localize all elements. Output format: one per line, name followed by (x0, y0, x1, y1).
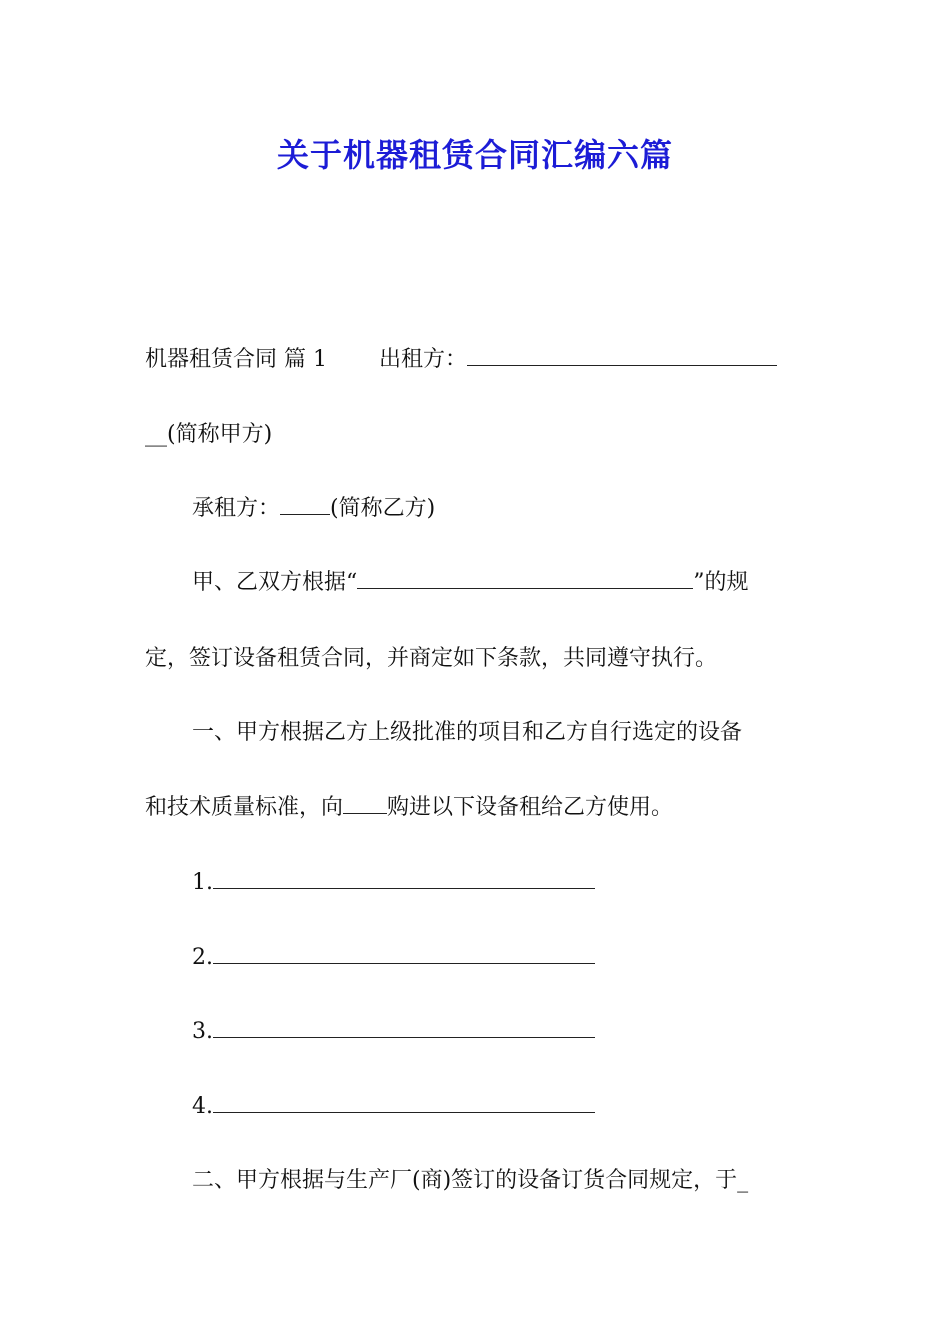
list-item-1 (192, 868, 810, 898)
list-item-blank (213, 1092, 595, 1113)
list-item-blank (213, 1017, 595, 1038)
paragraph-line-5: 定，签订设备租赁合同，并商定如下条款，共同遵守执行。 (145, 646, 718, 671)
basis-blank (357, 568, 693, 589)
lessor-blank (467, 345, 777, 366)
list-item-number: 3. (192, 1019, 213, 1044)
paragraph-line-7 (145, 793, 810, 823)
basis-text-end: ”的规 (693, 570, 749, 595)
lessee-blank (280, 494, 330, 515)
paragraph-line-1 (145, 345, 810, 375)
paragraph-line-3 (192, 494, 810, 524)
paragraph-line-6: 一、甲方根据乙方上级批准的项目和乙方自行选定的设备 (192, 720, 743, 745)
document-title: 关于机器租赁合同汇编六篇 (276, 136, 673, 174)
basis-text: 甲、乙双方根据“ (192, 570, 358, 595)
lessee-label: 承租方： (192, 496, 281, 521)
supplier-blank (343, 793, 387, 814)
paragraph-line-2: __(简称甲方) (145, 422, 273, 447)
list-item-4 (192, 1092, 810, 1122)
list-item-number: 1. (192, 870, 213, 895)
list-item-blank (213, 868, 595, 889)
list-item-3 (192, 1017, 810, 1047)
paragraph-line-12: 二、甲方根据与生产厂(商)签订的设备订货合同规定，于_ (192, 1168, 749, 1193)
list-item-2 (192, 943, 810, 973)
paragraph-line-4 (192, 568, 810, 598)
list-item-number: 4. (192, 1094, 213, 1119)
list-item-blank (213, 943, 595, 964)
lessee-abbrev: (简称乙方) (330, 496, 436, 521)
list-item-number: 2. (192, 945, 213, 970)
contract-heading: 机器租赁合同 篇 1 (145, 347, 327, 372)
supplier-text: 和技术质量标准，向 (145, 795, 344, 820)
supplier-text-end: 购进以下设备租给乙方使用。 (387, 795, 674, 820)
lessor-label: 出租方： (378, 347, 467, 372)
